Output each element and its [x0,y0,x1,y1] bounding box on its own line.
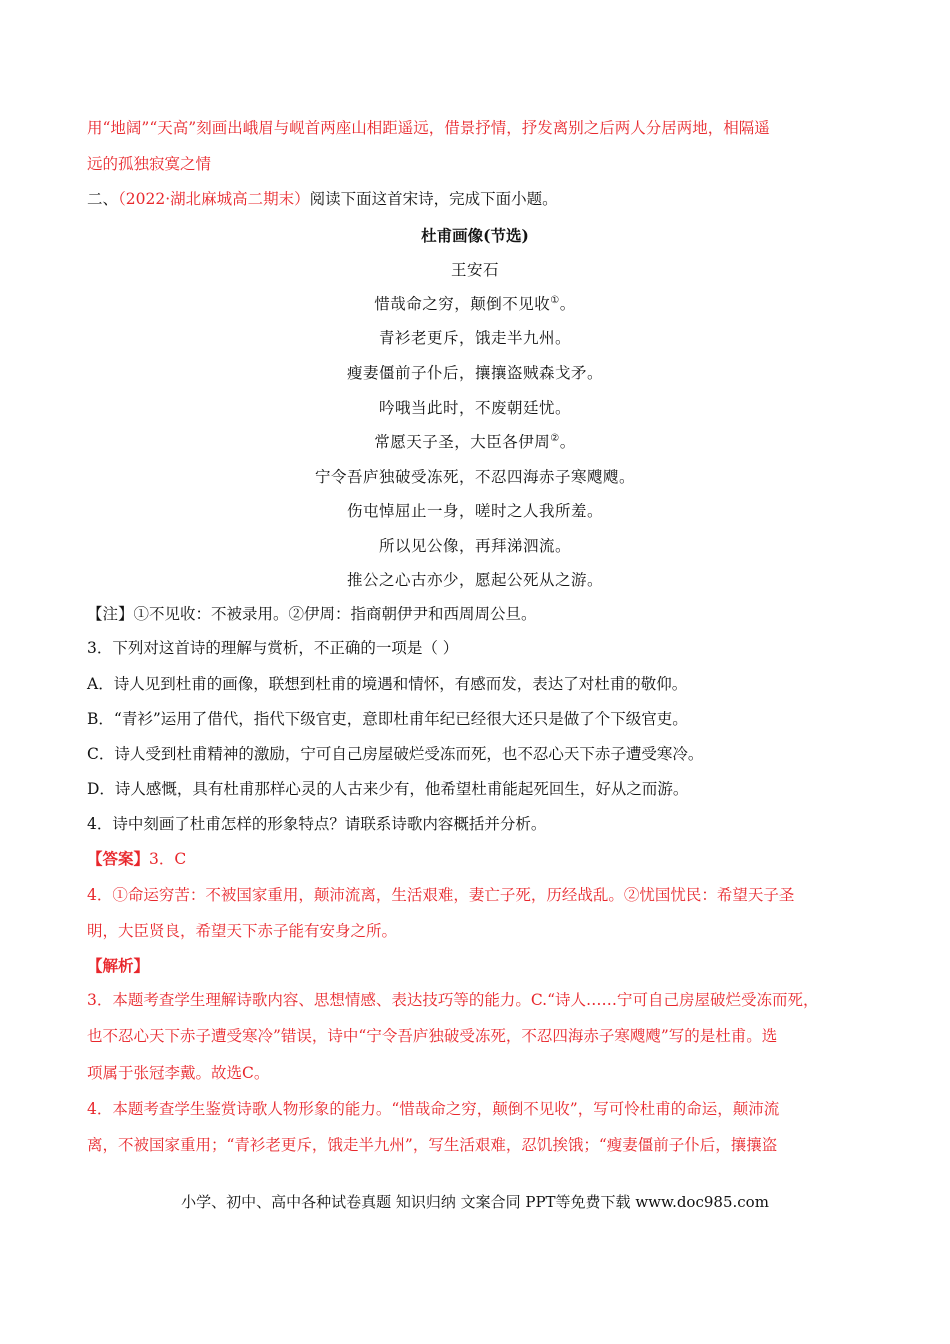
poem-line-7: 伤屯悼屈止一身，嗟时之人我所羞。 [346,502,603,520]
option-d: D．诗人感慨，具有杜甫那样心灵的人古来少有，他希望杜甫能起死回生，好从之而游。 [87,780,689,798]
footnote-mark-1: ① [550,294,560,306]
section-heading [87,189,558,209]
poem-line-9: 推公之心古亦少，愿起公死从之游。 [346,571,603,589]
section-instruction: 阅读下面这首宋诗，完成下面小题。 [309,190,558,208]
poem-author: 王安石 [450,261,499,279]
poem-title: 杜甫画像(节选) [421,226,529,245]
option-a: A．诗人见到杜甫的画像，联想到杜甫的境遇和情怀，有感而发，表达了对杜甫的敬仰。 [87,675,688,693]
poem-line-6: 宁令吾庐独破受冻死，不忍四海赤子寒飕飕。 [314,468,635,486]
analysis-line-5: 离，不被国家重用；“青衫老更斥，饿走半九州”，写生活艰难，忍饥挨饿；“瘦妻僵前子仆后，攘攘盗 [87,1136,778,1154]
option-b: B．“青衫”运用了借代，指代下级官吏，意即杜甫年纪已经很大还只是做了个下级官吏。 [87,710,688,728]
poem-line-4: 吟哦当此时，不废朝廷忧。 [378,399,571,417]
page-footer: 小学、初中、高中各种试卷真题 知识归纳 文案合同 PPT等免费下载 www.doc985.com [181,1193,769,1211]
intro-line-2: 远的孤独寂寞之情 [87,155,212,173]
answer-label: 【答案】 [87,849,150,868]
answer-q3: 3．C [149,850,187,868]
analysis-line-2: 也不忍心天下赤子遭受寒冷”错误，诗中“宁令吾庐独破受冻死，不忍四海赤子寒飕飕”写的是杜甫。选 [87,1027,778,1045]
answer-q4-line-2: 明，大臣贤良，希望天下赤子能有安身之所。 [87,922,398,940]
option-c: C．诗人受到杜甫精神的激励，宁可自己房屋破烂受冻而死，也不忍心天下赤子遭受寒冷。 [87,745,704,763]
section-number: 二、 [87,190,119,208]
answer-heading [87,849,186,869]
analysis-line-4: 4．本题考查学生鉴赏诗歌人物形象的能力。“惜哉命之穷，颠倒不见收”，写可怜杜甫的命运，颠沛流 [87,1100,780,1118]
poem-line-1: 惜哉命之穷，颠倒不见收①。 [374,294,576,313]
question-4: 4．诗中刻画了杜甫怎样的形象特点？请联系诗歌内容概括并分析。 [87,815,547,833]
poem-line-5: 常愿天子圣，大臣各伊周②。 [374,432,576,451]
analysis-line-1: 3．本题考查学生理解诗歌内容、思想情感、表达技巧等的能力。C.“诗人……宁可自己房屋破烂受冻而死， [87,991,819,1009]
analysis-line-3: 项属于张冠李戴。故选C。 [87,1064,270,1082]
poem-line-8: 所以见公像，再拜涕泗流。 [378,537,571,555]
answer-q4-line-1: 4．①命运穷苦：不被国家重用，颠沛流离，生活艰难，妻亡子死，历经战乱。②忧国忧民：希望天子圣 [87,886,795,904]
question-3: 3．下列对这首诗的理解与赏析，不正确的一项是（ ） [87,639,459,657]
section-source: （2022·湖北麻城高二期末） [118,190,310,208]
footnote-mark-2: ② [550,432,560,444]
intro-line-1: 用“地阔”“天高”刻画出峨眉与岘首两座山相距遥远，借景抒情，抒发离别之后两人分居两地，相隔遥 [87,119,770,137]
analysis-label: 【解析】 [87,956,150,975]
poem-note: 【注】①不见收：不被录用。②伊周：指商朝伊尹和西周周公旦。 [87,605,537,623]
poem-line-2: 青衫老更斥，饿走半九州。 [378,329,571,347]
poem-line-3: 瘦妻僵前子仆后，攘攘盗贼森戈矛。 [346,364,603,382]
